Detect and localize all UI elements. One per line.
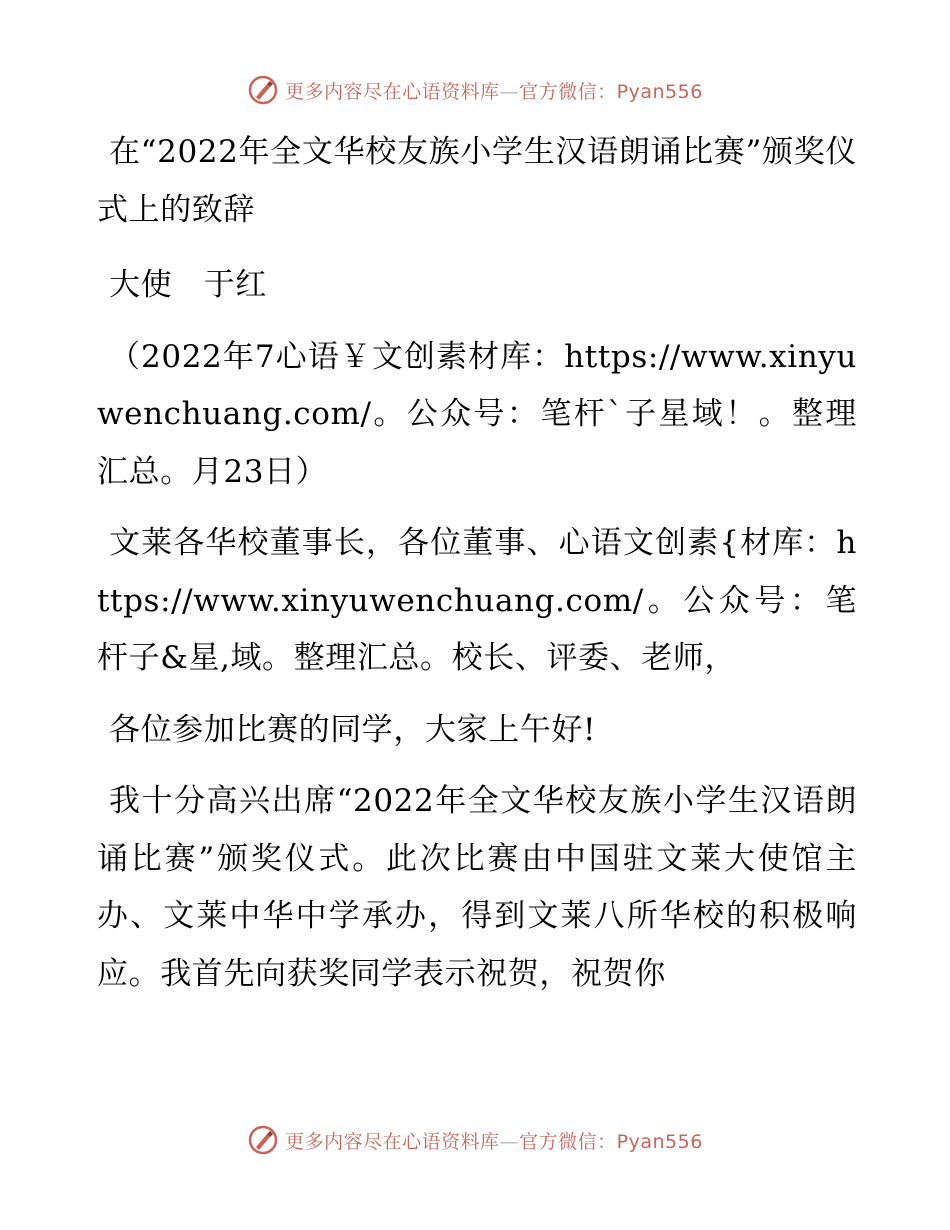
document-salutation: 文莱各华校董事长，各位董事、心语文创素{材库：https://www.xinyuwenchuang.com/。公众号：笔杆子&星,域。整理汇总。校长、评委、老师， [97,525,857,676]
document-title: 在“2022年全文华校友族小学生汉语朗诵比赛”颁奖仪式上的致辞 [97,134,857,228]
footer-banner-dash: — [499,1130,520,1153]
header-banner-text [285,77,703,104]
pen-logo-icon [247,74,279,106]
pen-logo-icon [247,1124,279,1156]
footer-banner-text [285,1127,703,1154]
document-body-paragraph: 我十分高兴出席“2022年全文华校友族小学生汉语朗诵比赛”颁奖仪式。此次比赛由中国驻文莱大使馆主办、文莱中华中学承办，得到文莱八所华校的积极响应。我首先向获奖同学表示祝贺，祝贺你 [97,783,857,992]
footer-banner-wechat: 官方微信：Pyan556 [519,1130,703,1153]
document-author: 大使 于红 [109,267,267,303]
document-greeting: 各位参加比赛的同学，大家上午好! [109,711,597,748]
document-body [97,124,857,1017]
header-banner-slogan: 更多内容尽在心语资料库 [285,80,500,103]
document-date-note: （2022年7心语￥文创素材库：https://www.xinyuwenchuang.com/。公众号：笔杆`子星域！。整理汇总。月23日） [97,338,857,490]
footer-banner [0,1120,950,1160]
header-banner-dash: — [499,80,520,103]
header-banner-wechat: 官方微信：Pyan556 [519,80,703,103]
header-banner [0,70,950,110]
footer-banner-slogan: 更多内容尽在心语资料库 [285,1130,500,1153]
